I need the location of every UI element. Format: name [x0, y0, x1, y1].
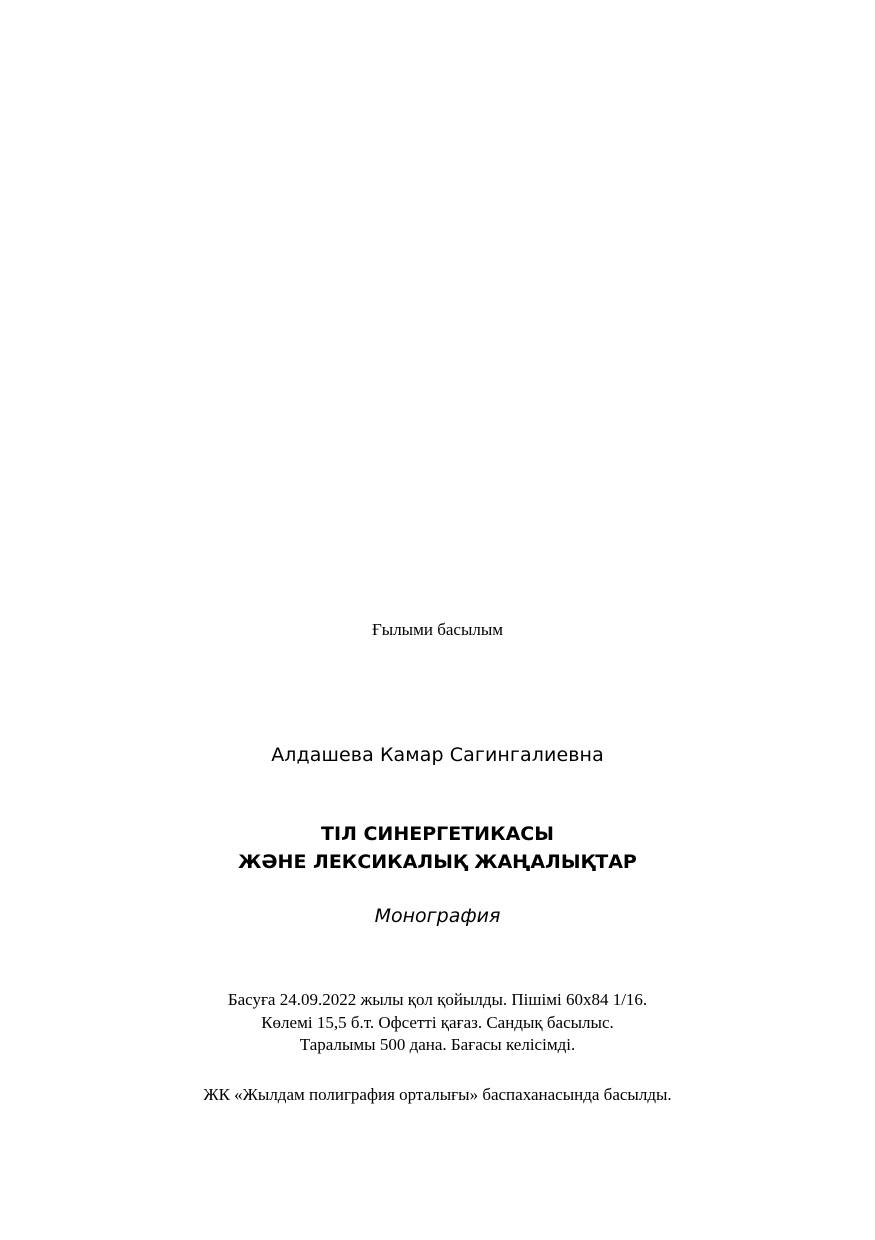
book-genre: Монография: [374, 905, 501, 927]
author-name: Алдашева Камар Сагингалиевна: [271, 744, 604, 766]
printer-info: ЖК «Жылдам полиграфия орталығы» баспаханасында басылды.: [203, 1085, 672, 1104]
edition-type: Ғылыми басылым: [371, 620, 504, 639]
imprint-line-3: Таралымы 500 дана. Бағасы келісімді.: [299, 1035, 576, 1054]
imprint-line-2: Көлемі 15,5 б.т. Офсетті қағаз. Сандық басылыс.: [261, 1013, 614, 1032]
book-title-line-2: ЖӘНЕ ЛЕКСИКАЛЫҚ ЖАҢАЛЫҚТАР: [238, 851, 637, 873]
imprint-line-1: Басуға 24.09.2022 жылы қол қойылды. Пішімі 60х84 1/16.: [227, 990, 648, 1009]
book-title-line-1: ТІЛ СИНЕРГЕТИКАСЫ: [321, 823, 554, 845]
